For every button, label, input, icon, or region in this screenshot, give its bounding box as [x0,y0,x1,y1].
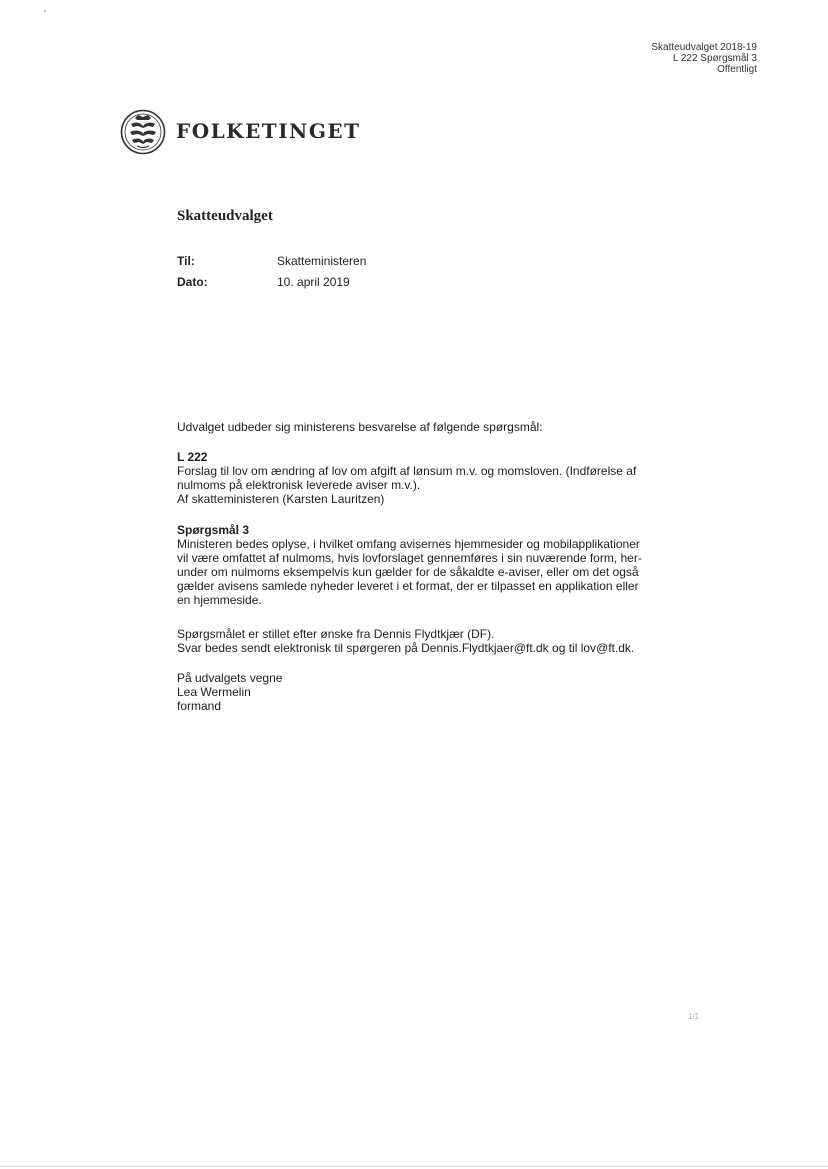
bill-title-line: Forslag til lov om ændring af lov om afgift af lønsum m.v. og momsloven. (Indførelse af [177,464,637,478]
reply-instructions: Svar bedes sendt elektronisk til spørgeren på Dennis.Flydtkjaer@ft.dk og til lov@ft.dk. [177,641,635,655]
to-value: Skatteministeren [277,254,367,268]
question-section [177,523,642,607]
to-label: Til: [177,254,195,268]
page-number: 1/1 [688,1012,700,1021]
bill-author: Af skatteministeren (Karsten Lauritzen) [177,492,385,506]
reference-status: Offentligt [717,64,757,75]
question-line: gælder avisens samlede nyheder leveret i et format, der er tilpasset en applikation eller [177,579,639,593]
request-section [177,627,634,655]
question-line: en hjemmeside. [177,593,262,607]
requester-line: Spørgsmålet er stillet efter ønske fra Dennis Flydtkjær (DF). [177,627,495,641]
reference-committee: Skatteudvalget 2018-19 [651,42,757,53]
scan-speck [44,10,46,12]
document-reference [651,42,757,75]
question-title: Spørgsmål 3 [177,523,250,537]
question-line: under om nulmoms eksempelvis kun gælder for de såkaldte e-aviser, eller om det også [177,565,639,579]
question-line: vil være omfattet af nulmoms, hvis lovforslaget gennemføres i sin nuværende form, her- [177,551,642,565]
date-label: Dato: [177,275,208,289]
coat-of-arms-icon [120,109,166,155]
date-value: 10. april 2019 [277,275,350,289]
reference-question: L 222 Spørgsmål 3 [672,53,757,64]
scan-edge-line [0,1166,828,1167]
signature-role: formand [177,699,222,713]
signature-name: Lea Wermelin [177,685,251,699]
bill-section [177,450,636,506]
signature-on-behalf: På udvalgets vegne [177,671,283,685]
intro-text: Udvalget udbeder sig ministerens besvarelse af følgende spørgsmål: [177,420,543,434]
question-line: Ministeren bedes oplyse, i hvilket omfang avisernes hjemmesider og mobilapplikationer [177,537,640,551]
signature-block [177,671,282,713]
committee-title: Skatteudvalget [177,208,273,224]
brand-name: FOLKETINGET [176,119,361,143]
bill-number: L 222 [177,450,208,464]
bill-title-line: nulmoms på elektronisk leverede aviser m.v.). [177,478,421,492]
